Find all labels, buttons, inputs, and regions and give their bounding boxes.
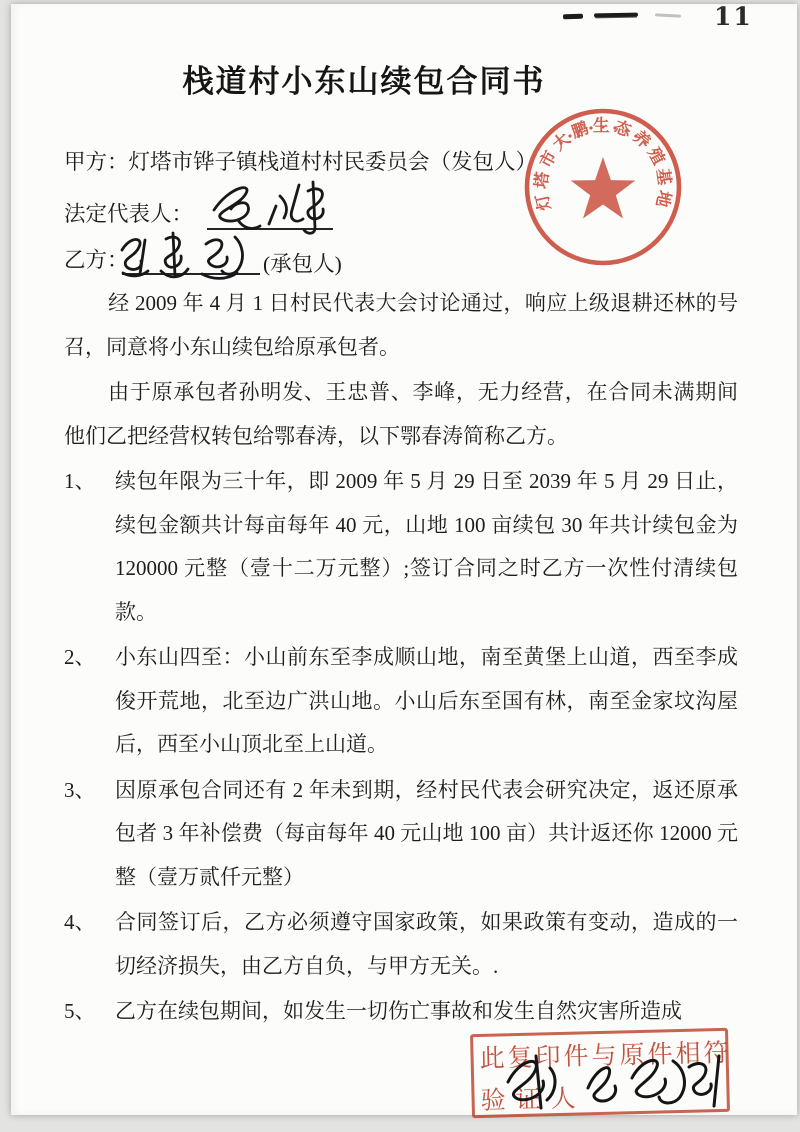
verifier-label: 验证人 xyxy=(480,1085,586,1115)
clause-number: 1、 xyxy=(64,469,96,493)
clause-2 xyxy=(64,636,738,767)
clause-text: 合同签订后，乙方必须遵守国家政策，如果政策有变动，造成的一切经济损失，由乙方自负，与甲方无关。. xyxy=(115,910,738,978)
clause-number: 4、 xyxy=(64,910,96,934)
party-b-suffix: (承包人) xyxy=(263,252,342,276)
clause-text: 因原承包合同还有 2 年未到期，经村民代表会研究决定，返还原承包者 3 年补偿费（每亩每年 40 元山地 100 亩）共计返还你 12000 元整（壹万贰仟元整） xyxy=(115,777,738,889)
clause-text: 续包年限为三十年，即 2009 年 5 月 29 日至 2039 年 5 月 29 日止，续包金额共计每亩每年 40 元，山地 100 亩续包 30 年共计续包金为 120000 元整（壹十二万元整）;签订合同之时乙方一次性付清续包款。 xyxy=(115,469,738,624)
official-round-seal xyxy=(519,105,687,273)
party-a-label: 甲方： xyxy=(64,150,129,174)
clause-3 xyxy=(64,769,738,900)
clause-1 xyxy=(64,460,738,634)
preamble-paragraph: 经 2009 年 4 月 1 日村民代表大会讨论通过，响应上级退耕还林的号召，同意将小东山续包给原承包者。 xyxy=(64,291,738,359)
party-b-label: 乙方： xyxy=(64,248,129,272)
clause-text: 乙方在续包期间，如发生一切伤亡事故和发生自然灾害所造成 xyxy=(115,999,682,1023)
scan-smudge-mark xyxy=(594,13,638,18)
clause-number: 2、 xyxy=(64,645,96,669)
contract-body xyxy=(64,282,738,1034)
seal-star-icon xyxy=(571,157,636,219)
clause-4 xyxy=(64,901,738,988)
page-number: 11 xyxy=(714,2,753,31)
clause-5 xyxy=(64,990,738,1034)
legal-rep-handwritten-signature xyxy=(200,178,350,236)
clause-number: 3、 xyxy=(64,777,96,802)
verifier-handwritten-signature xyxy=(492,1046,732,1118)
legal-rep-label: 法定代表人： xyxy=(64,202,194,226)
scan-smudge-mark xyxy=(563,14,583,20)
verification-stamp-text: 此复印件与原件相符 xyxy=(479,1039,732,1073)
document-title: 栈道村小东山续包合同书 xyxy=(182,64,546,99)
preamble-paragraph: 由于原承包者孙明发、王忠普、李峰，无力经营，在合同未满期间他们乙把经营权转包给鄂春涛，以下鄂春涛简称乙方。 xyxy=(64,380,738,448)
party-a-value: 灯塔市铧子镇栈道村村民委员会（发包人） xyxy=(128,150,538,174)
seal-text: 灯塔市大鹏生态养殖基地 xyxy=(531,116,675,213)
party-b-handwritten-signature xyxy=(114,230,266,280)
legal-rep-line xyxy=(64,199,193,230)
clause-text: 小东山四至：小山前东至李成顺山地，南至黄堡上山道，西至李成俊开荒地，北至边广洪山地。小山后东至国有林，南至金家坟沟屋后，西至小山顶北至上山道。 xyxy=(115,645,738,756)
clause-number: 5、 xyxy=(64,999,96,1023)
